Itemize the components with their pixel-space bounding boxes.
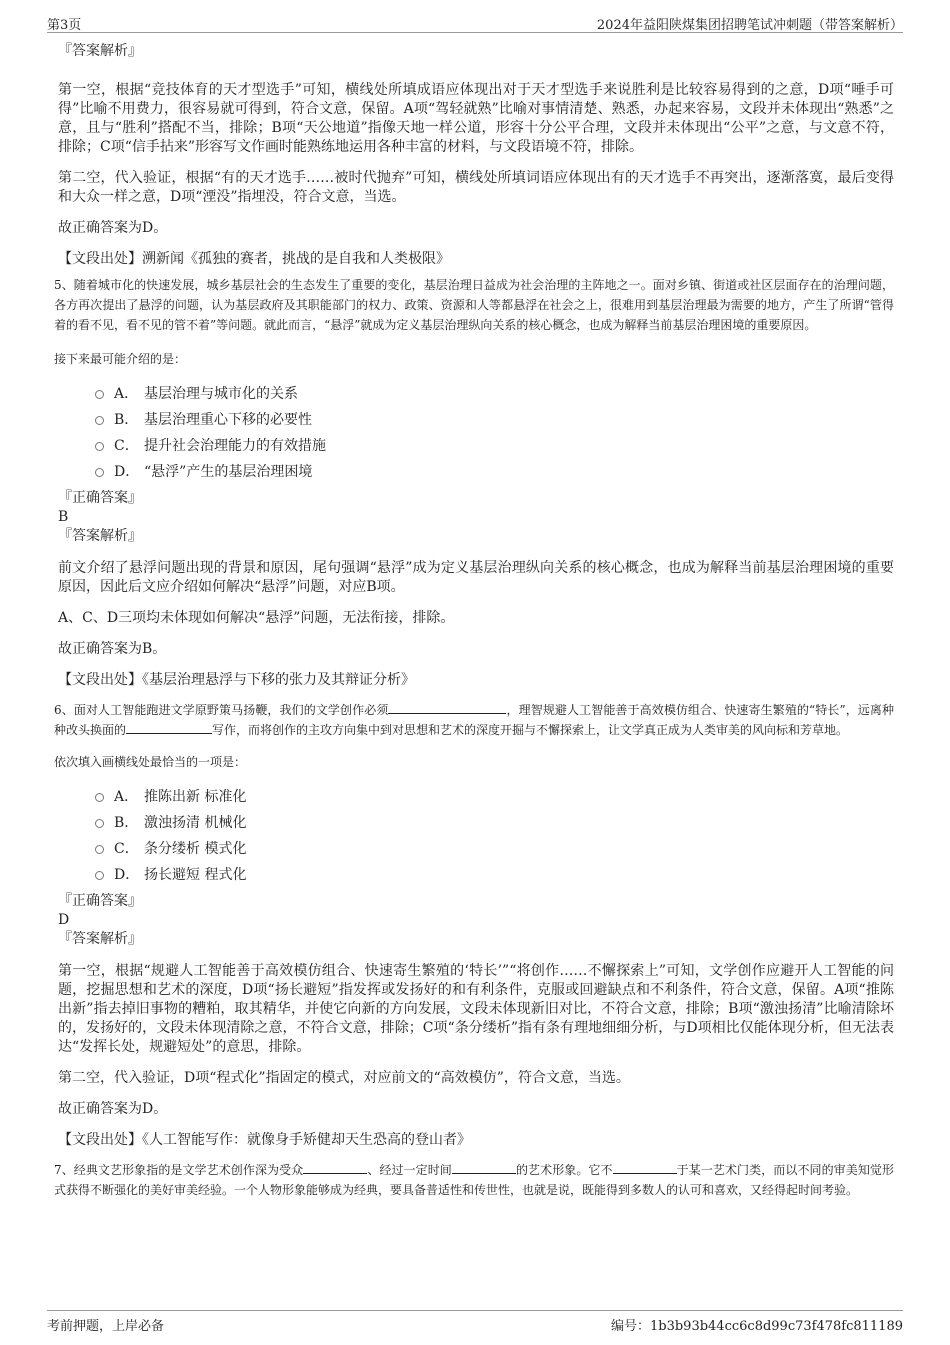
- q6-instruction: 依次填入画横线处最恰当的一项是：: [54, 755, 247, 769]
- document-code: 编号：1b3b93b44cc6c8d99c73f478fc811189: [610, 1319, 903, 1334]
- q5-answer-label: 『正确答案』: [58, 490, 142, 506]
- q6-answer: D: [58, 912, 70, 928]
- q5-option-b[interactable]: B． 基层治理重心下移的必要性: [58, 407, 894, 433]
- q7-stem: 7、经典文艺形象指的是文学艺术创作深为受众 、经过一定时间 的艺术形象。它不 于某一艺术门类，而以不同的审美知觉形式获得不断强化的美好审美经验。一个人物形象能够成为经典，要具备普适性和传世性，也就是说，既能得到多数人的认可和喜欢，又经得起时间考验。: [54, 1163, 894, 1197]
- page-number: 第3页: [47, 18, 82, 33]
- fill-blank: [452, 1161, 516, 1174]
- page-header: [47, 12, 903, 33]
- fill-blank: [126, 721, 212, 734]
- q5-option-c[interactable]: C． 提升社会治理能力的有效措施: [58, 433, 894, 459]
- q5-conclusion: 故正确答案为B。: [58, 641, 167, 657]
- q6-stem: 6、面对人工智能跑进文学原野策马扬鞭，我们的文学创作必须 ，理智规避人工智能善于高效模仿组合、快速寄生繁殖的“特长”，远离种种改头换面的 写作，而将创作的主攻方向集中到对思想和艺术的深度开掘与不懈探索上，让文学真正成为人类审美的风向标和芳草地。: [54, 703, 894, 737]
- q5-option-d[interactable]: D． “悬浮”产生的基层治理困境: [58, 459, 894, 485]
- q6-option-b[interactable]: B． 激浊扬清 机械化: [58, 810, 894, 836]
- q4-analysis-para1: 第一空，根据“竞技体育的天才型选手”可知，横线处所填成语应体现出对于天才型选手来说胜利是比较容易得到的之意，D项“唾手可得”比喻不用费力，很容易就可得到，符合文意，保留。A项“驾轻就熟”比喻对事情清楚、熟悉，办起来容易，文段并未体现出“熟悉”之意，且与“胜利”搭配不当，排除；B项“天公地道”指像天地一样公道，形容十分公平合理，文段并未体现出“公平”之意，与文意不符，排除；C项“信手拈来”形容写文作画时能熟练地运用各种丰富的材料，与文段语境不符，排除。: [58, 82, 894, 155]
- q6-analysis-para1: 第一空，根据“规避人工智能善于高效模仿组合、快速寄生繁殖的‘特长’”“将创作……不懈探索上”可知，文学创作应避开人工智能的问题，挖掘思想和艺术的深度，D项“扬长避短”指发挥或发扬好的和有利条件，克服或回避缺点和不利条件，符合文意，保留。A项“推陈出新”指去掉旧事物的糟粕，取其精华，并使它向新的方向发展，文段未体现新旧对比，不符合文意，排除；B项“激浊扬清”比喻清除坏的，发扬好的，文段未体现清除之意，不符合文意，排除；C项“条分缕析”指有条有理地细细分析，与D项相比仅能体现分析，但无法表达“发挥长处，规避短处”的意思，排除。: [58, 963, 894, 1055]
- document-title: 2024年益阳陕煤集团招聘笔试冲刺题（带答案解析）: [596, 18, 903, 33]
- radio-button[interactable]: [95, 871, 104, 880]
- q6-analysis-label: 『答案解析』: [58, 931, 142, 947]
- radio-button[interactable]: [95, 442, 104, 451]
- q4-analysis-label: 『答案解析』: [58, 43, 142, 59]
- q6-option-a[interactable]: A． 推陈出新 标准化: [58, 784, 894, 810]
- q6-source: 【文段出处】《人工智能写作：就像身手矫健却天生恐高的登山者》: [58, 1132, 471, 1148]
- fill-blank: [303, 1161, 367, 1174]
- q5-option-a[interactable]: A． 基层治理与城市化的关系: [58, 381, 894, 407]
- q4-source: 【文段出处】溯新闻《孤独的赛者，挑战的是自我和人类极限》: [58, 251, 450, 267]
- q6-answer-label: 『正确答案』: [58, 893, 142, 909]
- q4-analysis-para2: 第二空，代入验证，根据“有的天才选手……被时代抛弃”可知，横线处所填词语应体现出有的天才选手不再突出，逐渐落寞，最后变得和大众一样之意，D项“湮没”指埋没，符合文意，当选。: [58, 170, 894, 205]
- radio-button[interactable]: [95, 819, 104, 828]
- q6-options: [58, 784, 894, 888]
- q5-stem: 5、随着城市化的快速发展，城乡基层社会的生态发生了重要的变化，基层治理日益成为社会治理的主阵地之一。面对乡镇、街道或社区层面存在的治理问题，各方再次提出了悬浮的问题，认为基层政府及其职能部门的权力、政策、资源和人等都悬浮在社会之上，很难用到基层治理最为需要的地方，产生了所谓“管得着的看不见，看不见的管不着”等问题。就此而言，“悬浮”就成为定义基层治理纵向关系的核心概念，也成为解释当前基层治理困境的重要原因。: [54, 278, 894, 332]
- radio-button[interactable]: [95, 793, 104, 802]
- q6-option-d[interactable]: D． 扬长避短 程式化: [58, 862, 894, 888]
- q5-analysis-label: 『答案解析』: [58, 528, 142, 544]
- q5-analysis-para1: 前文介绍了悬浮问题出现的背景和原因，尾句强调“悬浮”成为定义基层治理纵向关系的核心概念，也成为解释当前基层治理困境的重要原因，因此后文应介绍如何解决“悬浮”问题，对应B项。: [58, 560, 894, 595]
- fill-blank: [388, 701, 506, 714]
- q5-options: [58, 381, 894, 485]
- q5-answer: B: [58, 509, 69, 525]
- q5-analysis-para2: A、C、D三项均未体现如何解决“悬浮”问题，无法衔接，排除。: [58, 610, 455, 626]
- radio-button[interactable]: [95, 845, 104, 854]
- q6-conclusion: 故正确答案为D。: [58, 1101, 168, 1117]
- radio-button[interactable]: [95, 468, 104, 477]
- footer-slogan: 考前押题，上岸必备: [47, 1319, 165, 1334]
- radio-button[interactable]: [95, 416, 104, 425]
- page-footer: [47, 1310, 903, 1333]
- page-content: [54, 42, 894, 1200]
- radio-button[interactable]: [95, 390, 104, 399]
- fill-blank: [613, 1161, 677, 1174]
- q6-option-c[interactable]: C． 条分缕析 模式化: [58, 836, 894, 862]
- q5-instruction: 接下来最可能介绍的是：: [54, 352, 187, 366]
- q5-source: 【文段出处】《基层治理悬浮与下移的张力及其辩证分析》: [58, 672, 415, 688]
- q4-conclusion: 故正确答案为D。: [58, 220, 168, 236]
- q6-analysis-para2: 第二空，代入验证，D项“程式化”指固定的模式，对应前文的“高效模仿”，符合文意，当选。: [58, 1070, 630, 1086]
